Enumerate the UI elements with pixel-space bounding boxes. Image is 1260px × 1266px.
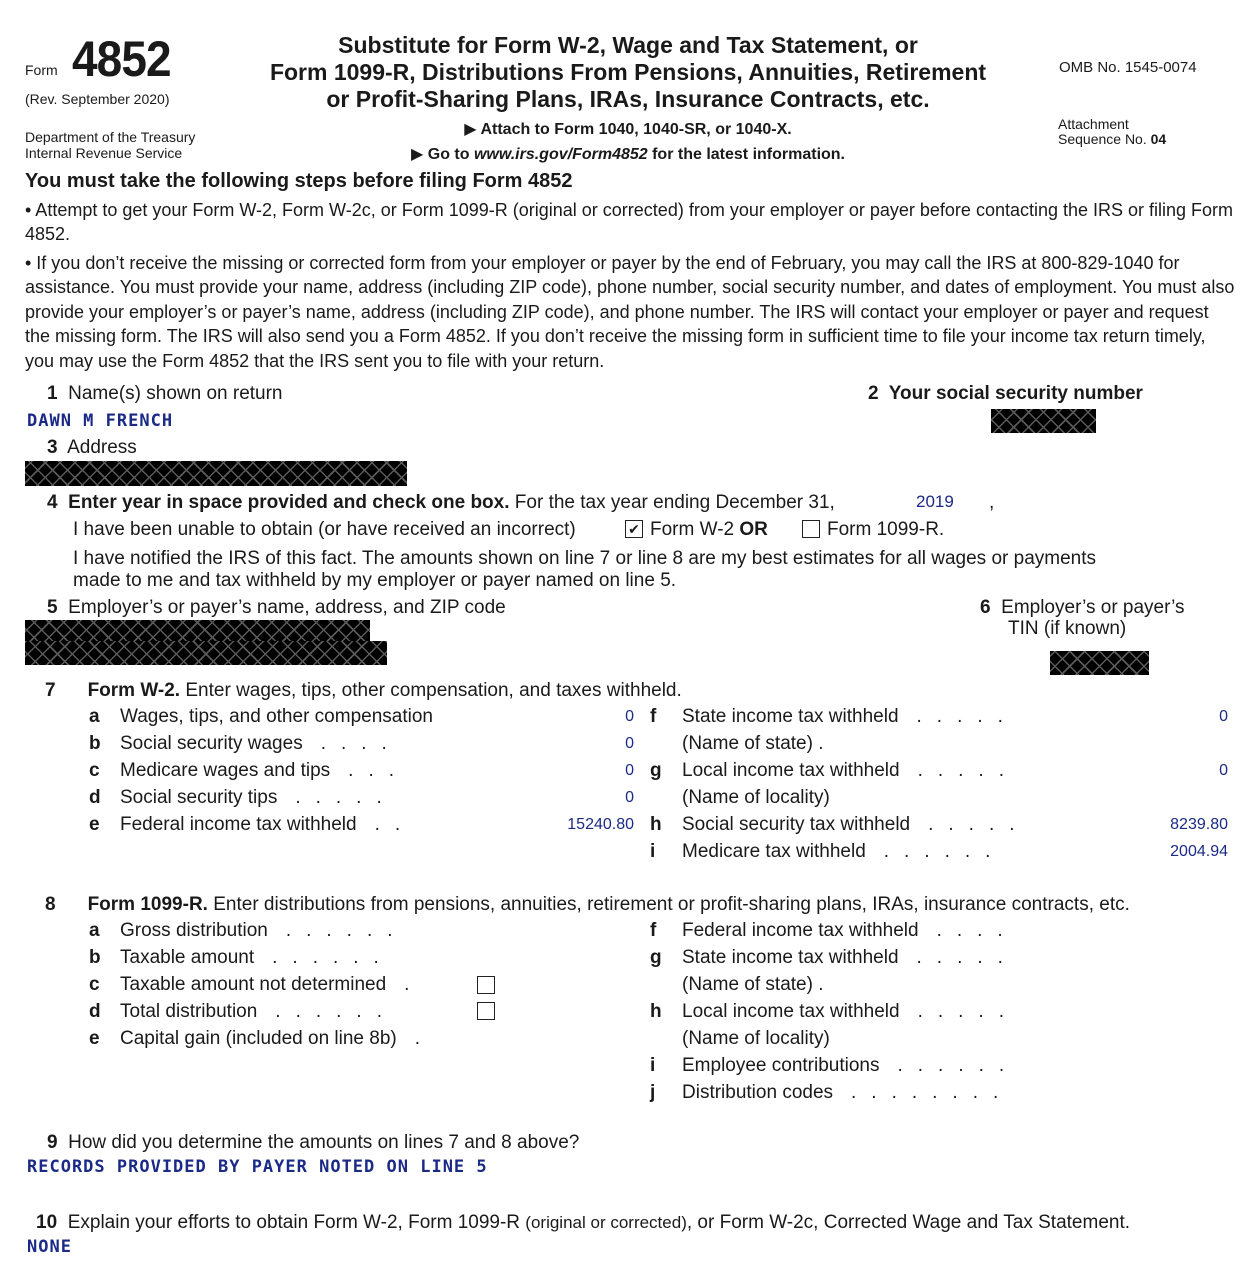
line-item-text: (Name of state) . [682,733,824,754]
line10-text-a: Explain your efforts to obtain Form W-2, Form 1099-R [67,1212,526,1233]
form-revision: (Rev. September 2020) [25,91,170,107]
line8-bold-text: Form 1099-R. [87,894,208,915]
line-item-label [682,1001,1019,1023]
amount-field[interactable]: 0 [625,789,634,806]
line-item-label [682,974,824,996]
line-item-text: State income tax withheld [682,706,899,727]
leader-dots: ..... [916,706,1018,727]
line-item-label [682,814,1030,836]
leader-dots: ...... [883,841,1006,862]
line9-label [47,1132,579,1154]
line-item-text: Social security tax withheld [682,814,911,835]
sequence-label: Sequence No. [1058,131,1151,147]
line4-unable-text: I have been unable to obtain (or have received an incorrect) [73,519,576,540]
line6-text-2: TIN (if known) [1008,618,1127,639]
line-item-label [120,920,408,942]
line-item-letter: c [89,760,100,781]
leader-dots: . [414,1028,436,1049]
line-item-text: Local income tax withheld [682,760,900,781]
line-item-text: Federal income tax withheld [682,920,919,941]
leader-dots: .. [374,814,416,835]
line-item-text: Social security wages [120,733,303,754]
line-item-letter: c [89,974,100,995]
leader-dots: .... [936,920,1018,941]
line6-number: 6 [980,597,991,618]
line-item-letter: e [89,814,100,835]
leader-dots: ........ [851,1082,1014,1103]
line8-number: 8 [45,894,56,915]
line7-header [45,680,682,702]
line4-text: For the tax year ending December 31, [509,492,835,513]
line-item-letter: h [650,1001,662,1022]
employer-redaction-2 [25,641,387,665]
line-item-label [682,841,1005,863]
line-item-label [120,947,394,969]
line-item-label [682,1082,1013,1104]
line9-text: How did you determine the amounts on lines 7 and 8 above? [68,1132,580,1153]
goto-instruction [218,144,1038,164]
taxable-not-determined-checkbox[interactable] [477,976,495,994]
line-item-letter: h [650,814,662,835]
line8-header [45,894,1130,916]
leader-dots: ..... [917,1001,1019,1022]
line4-number: 4 [47,492,58,513]
line5-label [47,597,506,619]
line-item-text: (Name of state) . [682,974,824,995]
line-item-letter: a [89,706,100,727]
line-item-label [682,706,1018,728]
sequence-number [1058,131,1166,147]
amount-field[interactable]: 0 [625,708,634,725]
line-item-letter: i [650,1055,656,1076]
form-w2-label [650,519,768,541]
leader-dots: ...... [272,947,394,968]
goto-prefix: ▶ Go to [411,146,474,163]
line7-bold-text: Form W-2. [87,680,181,701]
line-item-letter: e [89,1028,100,1049]
attach-instruction: ▶ Attach to Form 1040, 1040-SR, or 1040-X. [464,121,792,138]
line5-text: Employer’s or payer’s name, address, and ZIP code [68,597,506,618]
leader-dots: .... [320,733,402,754]
line-item-letter: b [89,947,101,968]
line-item-letter: j [650,1082,656,1103]
form-title-line3: or Profit-Sharing Plans, IRAs, Insurance Contracts, etc. [326,86,930,112]
ssn-redaction [991,409,1096,433]
line-item-text: Gross distribution [120,920,268,941]
line-item-label [682,1028,830,1050]
line-item-letter: f [650,706,657,727]
steps-heading: You must take the following steps before filing Form 4852 [25,170,573,192]
form-1099r-checkbox[interactable] [802,520,820,538]
line-item-label [120,1001,397,1023]
line-item-letter: g [650,947,662,968]
goto-suffix: for the latest information. [647,146,845,163]
line-item-text: Taxable amount [120,947,255,968]
amount-field[interactable]: 0 [1219,762,1228,779]
line10-label [36,1212,1130,1234]
line-item-label [120,814,415,836]
line-item-letter: d [89,787,101,808]
form-word: Form [25,62,58,78]
name-field[interactable]: DAWN M FRENCH [27,411,174,431]
employer-redaction-1 [25,620,370,642]
amount-field[interactable]: 15240.80 [567,816,634,833]
total-distribution-checkbox[interactable] [477,1002,495,1020]
line-item-letter: g [650,760,662,781]
line-item-text: Taxable amount not determined [120,974,387,995]
line4-notice-line2: made to me and tax withheld by my employer or payer named on line 5. [73,570,677,591]
line-item-label [120,974,424,996]
tax-year-comma: , [989,492,995,513]
steps-bullet-2: • If you don’t receive the missing or corrected form from your employer or payer by the end of February, you may call the IRS at 800-829-1040 for assistance. You must provide your name, address (including ZIP code), phone number, social security number, and dates of employment. You must also provide your employer’s or payer’s name, address (including ZIP code), and phone number. The IRS will contact your employer or payer and request the missing form. The IRS will also send you a Form 4852. If you don’t receive the missing form in sufficient time to file your income tax return timely, you may use the Form 4852 that the IRS sent you to file with your return. [25,253,1235,371]
leader-dots: ..... [916,947,1018,968]
line-item-text: (Name of locality) [682,1028,830,1049]
line-item-text: (Name of locality) [682,787,830,808]
line3-number: 3 [47,437,58,458]
line1-number: 1 [47,383,58,404]
line10-text-b: (original or corrected) [525,1213,687,1232]
line7-number: 7 [45,680,56,701]
leader-dots: ..... [917,760,1019,781]
irs-url-link[interactable]: www.irs.gov/Form4852 [473,146,648,163]
line-item-text: State income tax withheld [682,947,899,968]
attachment-label: Attachment [1058,116,1129,132]
leader-dots: ..... [295,787,397,808]
line8-text: Enter distributions from pensions, annuities, retirement or profit-sharing plans, IRAs, insurance contracts, etc. [207,894,1130,915]
or-text: OR [739,519,768,540]
line5-number: 5 [47,597,58,618]
line7-text: Enter wages, tips, other compensation, and taxes withheld. [180,680,682,701]
line-item-text: Federal income tax withheld [120,814,357,835]
sequence-value: 04 [1150,131,1167,147]
leader-dots: ...... [897,1055,1020,1076]
steps-bullet-1: • Attempt to get your Form W-2, Form W-2c, or Form 1099-R (original or corrected) from your employer or payer before contacting the IRS or filing Form 4852. [25,200,1234,245]
form-w2-text: Form W-2 [650,519,740,540]
tin-redaction [1050,651,1149,675]
amount-field[interactable]: 8239.80 [1170,816,1228,833]
line-item-label [682,947,1018,969]
line-item-label [682,1055,1019,1077]
line-item-label [682,760,1019,782]
form-1099r-label: Form 1099-R. [827,519,945,540]
line1-text: Name(s) shown on return [68,383,283,404]
line-item-text: Social security tips [120,787,278,808]
line10-number: 10 [36,1212,58,1233]
line-item-label [682,733,824,755]
line-item-label [120,1028,435,1050]
leader-dots: ...... [275,1001,397,1022]
line6-text-1: Employer’s or payer’s [1001,597,1185,618]
line9-number: 9 [47,1132,58,1153]
line3-text: Address [67,437,137,458]
determination-method-field[interactable]: RECORDS PROVIDED BY PAYER NOTED ON LINE 5 [27,1157,488,1177]
leader-dots: . [404,974,425,995]
line-item-text: Medicare tax withheld [682,841,866,862]
department-name: Department of the Treasury [25,129,196,145]
line2-label [868,383,1143,405]
form-number: 4852 [72,31,171,87]
tax-year-field[interactable]: 2019 [916,492,954,511]
line-item-text: Employee contributions [682,1055,880,1076]
leader-dots: ..... [928,814,1030,835]
line-item-text: Local income tax withheld [682,1001,900,1022]
line-item-letter: d [89,1001,101,1022]
amount-field[interactable]: 0 [1219,708,1228,725]
line-item-text: Distribution codes [682,1082,834,1103]
line4-notice-line1: I have notified the IRS of this fact. The amounts shown on line 7 or line 8 are my best estimates for all wages or payments [73,548,1097,569]
line6-label [980,597,1185,619]
form-title-line2: Form 1099-R, Distributions From Pensions, Annuities, Retirement [269,59,987,85]
line4-bold-text: Enter year in space provided and check one box. [68,492,510,513]
service-name: Internal Revenue Service [25,145,183,161]
line-item-label [682,920,1018,942]
line-item-label [682,787,830,809]
form-w2-checkbox[interactable]: ✔ [625,520,643,538]
amount-field[interactable]: 2004.94 [1170,843,1228,860]
leader-dots: ... [348,760,410,781]
leader-dots: ...... [285,920,408,941]
line-item-text: Medicare wages and tips [120,760,331,781]
omb-number: OMB No. 1545-0074 [1059,59,1197,76]
line-item-label [120,760,409,782]
line-item-label [120,787,397,809]
amount-field[interactable]: 0 [625,762,634,779]
line3-label [47,437,137,459]
efforts-explanation-field[interactable]: NONE [27,1237,72,1257]
line-item-text: Total distribution [120,1001,258,1022]
line-item-letter: f [650,920,657,941]
line10-text-c: , or Form W-2c, Corrected Wage and Tax Statement. [686,1212,1131,1233]
line-item-text: Wages, tips, and other compensation [120,706,433,727]
line-item-letter: i [650,841,656,862]
line2-text: Your social security number [888,383,1143,404]
line-item-letter: a [89,920,100,941]
form-title-line1: Substitute for Form W-2, Wage and Tax Statement, or [338,32,918,58]
line-item-label [120,733,402,755]
line2-number: 2 [868,383,879,404]
amount-field[interactable]: 0 [625,735,634,752]
line1-label [47,383,283,405]
line-item-label [120,706,433,728]
line-item-text: Capital gain (included on line 8b) [120,1028,397,1049]
line-item-letter: b [89,733,101,754]
line4-label [47,492,835,514]
address-redaction [25,461,407,486]
